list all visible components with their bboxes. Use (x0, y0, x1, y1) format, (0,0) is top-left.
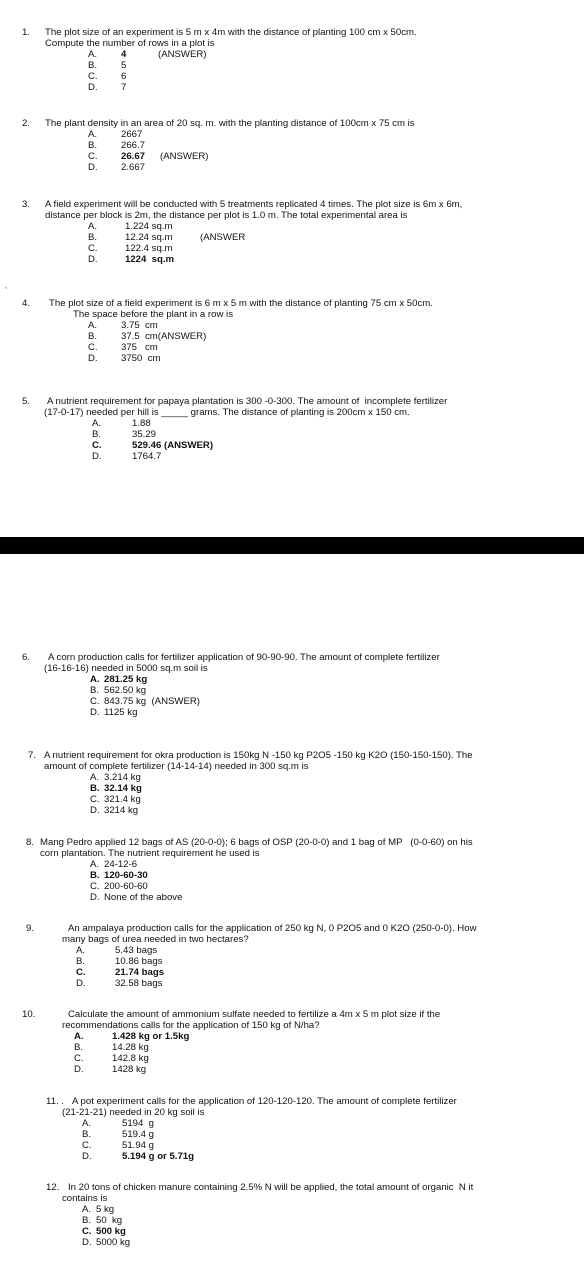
question-7 (28, 750, 578, 816)
option-c (74, 1053, 572, 1064)
option-letter: D. (90, 805, 100, 816)
question-text-line: recommendations calls for the application of 150 kg of N/ha? (62, 1020, 320, 1031)
option-value: 37.5 cm(ANSWER) (121, 331, 207, 342)
option-value: None of the above (104, 892, 183, 903)
option-letter: B. (92, 429, 102, 440)
question-stem (22, 199, 572, 221)
option-d (88, 162, 562, 173)
option-letter: A. (82, 1118, 92, 1129)
option-b (74, 1042, 572, 1053)
option-letter: B. (90, 783, 100, 794)
question-text-line: The plant density in an area of 20 sq. m. with the planting distance of 100cm x 75 cm is (45, 118, 415, 129)
question-number: 1. (22, 27, 31, 38)
option-value: 21.74 bags (115, 967, 165, 978)
option-value: 24-12-6 (104, 859, 138, 870)
option-d (82, 1151, 576, 1162)
question-number: 12. (46, 1182, 60, 1193)
option-value: 142.8 kg (112, 1053, 149, 1064)
question-number: 6. (22, 652, 31, 663)
option-b (88, 60, 562, 71)
option-letter: A. (90, 674, 100, 685)
answer-note: (ANSWER (200, 232, 246, 243)
option-b (90, 685, 572, 696)
option-value: 4 (121, 49, 127, 60)
question-number: 4. (22, 298, 31, 309)
option-letter: D. (92, 451, 102, 462)
option-value: 5.194 g or 5.71g (122, 1151, 194, 1162)
option-b (92, 429, 572, 440)
question-text-line: The plot size of an experiment is 5 m x 4m with the distance of planting 100 cm x 50cm. (45, 27, 417, 38)
option-b (82, 1215, 576, 1226)
option-letter: A. (88, 320, 98, 331)
question-stem (46, 1096, 576, 1118)
question-8 (26, 837, 581, 903)
options-list (22, 129, 562, 173)
option-value: 1428 kg (112, 1064, 147, 1075)
option-letter: C. (74, 1053, 84, 1064)
option-value: 1125 kg (104, 707, 138, 718)
option-a (90, 674, 572, 685)
question-text-line: The plot size of a field experiment is 6 m x 5 m with the distance of planting 75 cm x 50cm. (49, 298, 433, 309)
option-value: 200-60-60 (104, 881, 148, 892)
option-b (82, 1129, 576, 1140)
option-value: 529.46 (ANSWER) (132, 440, 214, 451)
option-letter: D. (88, 254, 98, 265)
question-stem (26, 923, 576, 945)
option-letter: D. (74, 1064, 84, 1075)
question-10 (22, 1009, 572, 1075)
answer-note: (ANSWER) (158, 49, 207, 60)
option-letter: D. (82, 1151, 92, 1162)
option-letter: D. (76, 978, 86, 989)
question-9 (26, 923, 576, 989)
option-letter: A. (88, 221, 98, 232)
option-d (90, 707, 572, 718)
option-value: 1.224 sq.m (125, 221, 173, 232)
question-stem (22, 298, 562, 320)
option-letter: C. (90, 696, 100, 707)
question-stem (22, 396, 572, 418)
option-d (92, 451, 572, 462)
option-value: 3214 kg (104, 805, 139, 816)
question-text-line: Compute the number of rows in a plot is (45, 38, 215, 49)
stray-mark: , (5, 281, 8, 290)
option-c (88, 151, 562, 162)
option-c (92, 440, 572, 451)
option-value: 120-60-30 (104, 870, 148, 881)
option-value: 1224 sq.m (125, 254, 175, 265)
option-letter: A. (88, 49, 98, 60)
option-letter: C. (90, 794, 100, 805)
option-value: 5 (121, 60, 127, 71)
question-stem (26, 837, 581, 859)
question-text-line: A corn production calls for fertilizer application of 90-90-90. The amount of complete fertilizer (48, 652, 440, 663)
question-12 (46, 1182, 576, 1248)
question-text-line: contains is (62, 1193, 108, 1204)
option-c (82, 1226, 576, 1237)
option-letter: C. (88, 243, 98, 254)
option-value: 5194 g (122, 1118, 155, 1129)
question-11 (46, 1096, 576, 1162)
option-c (90, 696, 572, 707)
option-b (90, 783, 578, 794)
option-value: 5000 kg (96, 1237, 131, 1248)
question-text-line: amount of complete fertilizer (14-14-14) needed in 300 sq.m is (44, 761, 309, 772)
option-d (88, 82, 562, 93)
option-letter: B. (74, 1042, 84, 1053)
option-value: 519.4 g (122, 1129, 155, 1140)
option-value: 2.667 (121, 162, 146, 173)
question-text-line: corn plantation. The nutrient requirement he used is (40, 848, 260, 859)
question-text-line: (16-16-16) needed in 5000 sq.m soil is (44, 663, 208, 674)
option-a (74, 1031, 572, 1042)
question-4 (22, 298, 562, 364)
option-b (76, 956, 576, 967)
option-value: 12.24 sq.m (125, 232, 173, 243)
option-value: 5 kg (96, 1204, 115, 1215)
option-a (88, 221, 572, 232)
option-letter: D. (90, 892, 100, 903)
option-letter: C. (88, 151, 98, 162)
option-a (92, 418, 572, 429)
option-d (82, 1237, 576, 1248)
option-d (74, 1064, 572, 1075)
option-b (88, 140, 562, 151)
option-b (88, 232, 572, 243)
question-number: 10. (22, 1009, 36, 1020)
option-value: 50 kg (96, 1215, 123, 1226)
option-value: 321.4 kg (104, 794, 141, 805)
option-letter: D. (82, 1237, 92, 1248)
question-text-line: A nutrient requirement for papaya plantation is 300 -0-300. The amount of incomplete fertilizer (47, 396, 448, 407)
option-letter: B. (82, 1129, 92, 1140)
option-value: 375 cm (121, 342, 158, 353)
question-text-line: A nutrient requirement for okra production is 150kg N -150 kg P2O5 -150 kg K2O (150-150-150). The (44, 750, 473, 761)
question-stem (28, 750, 578, 772)
options-list (22, 674, 572, 718)
question-stem (22, 1009, 572, 1031)
option-letter: B. (90, 685, 100, 696)
question-number: 8. (26, 837, 35, 848)
option-value: 1.428 kg or 1.5kg (112, 1031, 190, 1042)
question-text-line: A field experiment will be conducted with 5 treatments replicated 4 times. The plot size is 6m x 6m, (45, 199, 463, 210)
option-c (90, 794, 578, 805)
option-letter: D. (88, 162, 98, 173)
question-number: 9. (26, 923, 35, 934)
option-value: 500 kg (96, 1226, 126, 1237)
option-a (76, 945, 576, 956)
question-text-line: Calculate the amount of ammonium sulfate needed to fertilize a 4m x 5 m plot size if the (68, 1009, 441, 1020)
options-list (22, 221, 572, 265)
options-list (46, 1204, 576, 1248)
option-value: 32.58 bags (115, 978, 163, 989)
question-number: 2. (22, 118, 31, 129)
option-value: 3.214 kg (104, 772, 141, 783)
option-b (90, 870, 581, 881)
question-stem (22, 118, 562, 129)
answer-note: (ANSWER) (160, 151, 209, 162)
option-value: 843.75 kg (ANSWER) (104, 696, 200, 707)
option-a (82, 1204, 576, 1215)
option-value: 122.4 sq.m (125, 243, 173, 254)
option-letter: C. (88, 342, 98, 353)
options-list (22, 1031, 572, 1075)
option-value: 51.94 g (122, 1140, 155, 1151)
options-list (26, 859, 581, 903)
option-letter: B. (88, 331, 98, 342)
option-letter: C. (88, 71, 98, 82)
question-text-line: In 20 tons of chicken manure containing 2.5% N will be applied, the total amount of organic N it (68, 1182, 474, 1193)
option-value: 14.28 kg (112, 1042, 149, 1053)
question-number: 5. (22, 396, 31, 407)
option-value: 26.67 (121, 151, 146, 162)
question-text-line: (17-0-17) needed per hill is _____ grams. The distance of planting is 200cm x 150 cm. (44, 407, 410, 418)
options-list (28, 772, 578, 816)
options-list (22, 320, 562, 364)
question-number: 11. . (46, 1096, 64, 1107)
question-text-line: many bags of urea needed in two hectares? (62, 934, 249, 945)
option-value: 1764.7 (132, 451, 162, 462)
option-letter: B. (88, 60, 98, 71)
option-c (90, 881, 581, 892)
option-a (88, 49, 562, 60)
question-number: 7. (28, 750, 37, 761)
question-stem (22, 652, 572, 674)
option-c (82, 1140, 576, 1151)
option-letter: B. (76, 956, 86, 967)
page-divider-bar (0, 537, 584, 554)
option-letter: A. (76, 945, 86, 956)
option-value: 32.14 kg (104, 783, 142, 794)
option-letter: C. (90, 881, 100, 892)
option-c (88, 71, 562, 82)
option-letter: C. (92, 440, 102, 451)
option-letter: B. (82, 1215, 92, 1226)
option-letter: C. (76, 967, 86, 978)
option-a (88, 320, 562, 331)
options-list (46, 1118, 576, 1162)
option-value: 2667 (121, 129, 143, 140)
option-d (88, 254, 572, 265)
option-b (88, 331, 562, 342)
option-letter: B. (88, 232, 98, 243)
options-list (26, 945, 576, 989)
option-d (76, 978, 576, 989)
option-letter: A. (82, 1204, 92, 1215)
option-value: 7 (121, 82, 127, 93)
option-letter: C. (82, 1226, 92, 1237)
option-c (76, 967, 576, 978)
option-value: 3750 cm (121, 353, 161, 364)
option-d (90, 805, 578, 816)
question-number: 3. (22, 199, 31, 210)
option-letter: B. (90, 870, 100, 881)
option-letter: A. (92, 418, 102, 429)
option-letter: A. (88, 129, 98, 140)
option-d (90, 892, 581, 903)
option-letter: D. (88, 82, 98, 93)
options-list (22, 49, 562, 93)
question-text-line: (21-21-21) needed in 20 kg soil is (62, 1107, 205, 1118)
option-d (88, 353, 562, 364)
question-6 (22, 652, 572, 718)
option-value: 6 (121, 71, 127, 82)
option-value: 281.25 kg (104, 674, 148, 685)
question-text-line: The space before the plant in a row is (73, 309, 233, 320)
option-value: 10.86 bags (115, 956, 163, 967)
option-c (88, 342, 562, 353)
question-text-line: A pot experiment calls for the application of 120-120-120. The amount of complete fertilizer (72, 1096, 457, 1107)
option-a (90, 859, 581, 870)
options-list (22, 418, 572, 462)
option-value: 1.88 (132, 418, 151, 429)
question-stem (46, 1182, 576, 1204)
question-3 (22, 199, 572, 265)
option-letter: B. (88, 140, 98, 151)
option-a (82, 1118, 576, 1129)
option-value: 35.29 (132, 429, 157, 440)
option-a (88, 129, 562, 140)
option-letter: A. (90, 859, 100, 870)
option-value: 266.7 (121, 140, 146, 151)
option-letter: A. (74, 1031, 84, 1042)
option-value: 3.75 cm (121, 320, 158, 331)
question-stem (22, 27, 562, 49)
question-2 (22, 118, 562, 173)
option-letter: D. (90, 707, 100, 718)
question-text-line: An ampalaya production calls for the application of 250 kg N, 0 P2O5 and 0 K2O (250-0-0). How (68, 923, 477, 934)
option-letter: C. (82, 1140, 92, 1151)
option-value: 5.43 bags (115, 945, 158, 956)
option-a (90, 772, 578, 783)
question-text-line: distance per block is 2m, the distance per plot is 1.0 m. The total experimental area is (45, 210, 408, 221)
question-5 (22, 396, 572, 462)
option-letter: A. (90, 772, 100, 783)
question-1 (22, 27, 562, 93)
question-text-line: Mang Pedro applied 12 bags of AS (20-0-0); 6 bags of OSP (20-0-0) and 1 bag of MP (0-0-60) on his (40, 837, 473, 848)
option-letter: D. (88, 353, 98, 364)
option-c (88, 243, 572, 254)
option-value: 562.50 kg (104, 685, 147, 696)
